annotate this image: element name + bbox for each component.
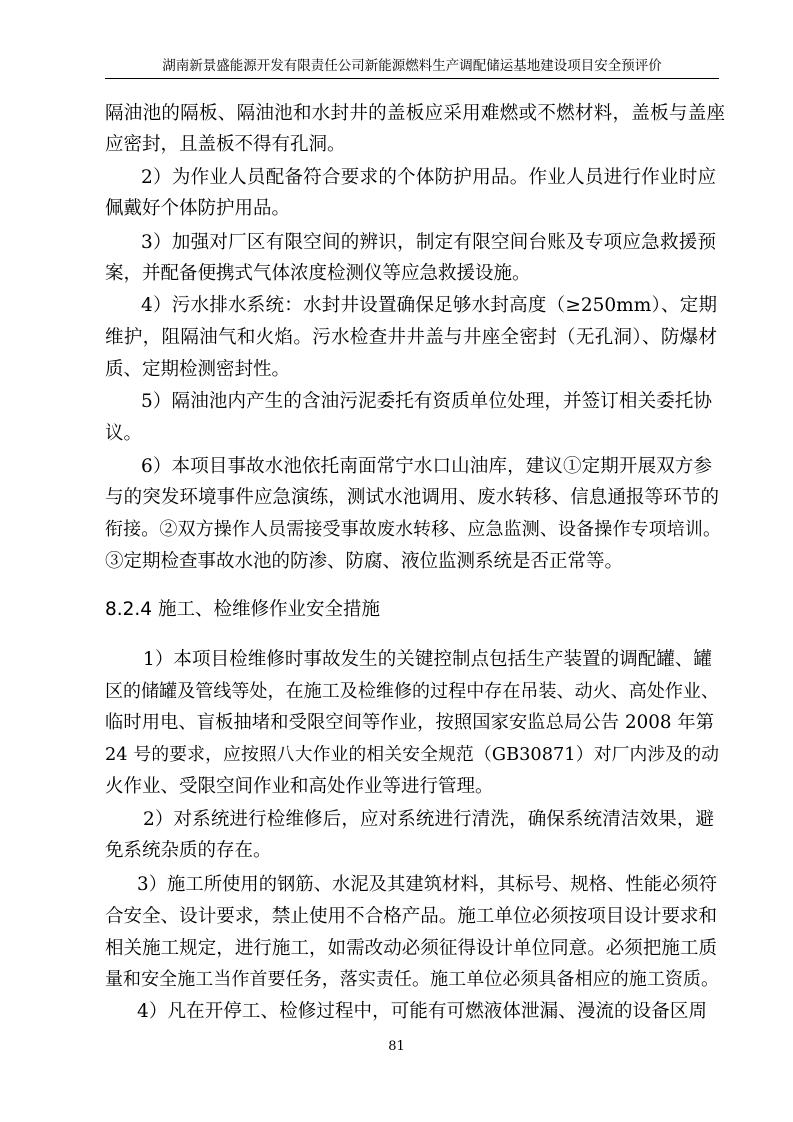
- paragraph-line: 1）本项目检维修时事故发生的关键控制点包括生产装置的调配罐、罐: [143, 649, 712, 670]
- paragraph-line: 应密封，且盖板不得有孔洞。: [105, 134, 346, 155]
- paragraph-line: 案，并配备便携式气体浓度检测仪等应急救援设施。: [105, 263, 531, 284]
- paragraph-line: 火作业、受限空间作业和高处作业等进行管理。: [105, 776, 494, 797]
- paragraph-line: ③定期检查事故水池的防渗、防腐、液位监测系统是否正常等。: [105, 551, 624, 572]
- paragraph-line: 议。: [105, 423, 143, 444]
- paragraph-line: 与的突发环境事件应急演练，测试水池调用、废水转移、信息通报等环节的: [105, 487, 719, 508]
- paragraph-line: 质、定期检测密封性。: [105, 359, 291, 380]
- paragraph-line: 3）施工所使用的钢筋、水泥及其建筑材料，其标号、规格、性能必须符: [137, 874, 717, 895]
- paragraph-line: 3）加强对厂区有限空间的辨识，制定有限空间台账及专项应急救援预: [141, 232, 716, 253]
- paragraph-line: 5）隔油池内产生的含油污泥委托有资质单位处理，并签订相关委托协: [141, 391, 712, 412]
- paragraph-line: 2）为作业人员配备符合要求的个体防护用品。作业人员进行作业时应: [141, 167, 716, 188]
- paragraph-line: 相关施工规定，进行施工，如需改动必须征得设计单位同意。必须把施工质: [105, 938, 717, 959]
- paragraph-line: 隔油池的隔板、隔油池和水封井的盖板应采用难燃或不燃材料，盖板与盖座: [105, 103, 725, 124]
- paragraph-line: 维护，阻隔油气和火焰。污水检查井井盖与井座全密封（无孔洞）、防爆材: [105, 327, 717, 348]
- paragraph-line: 区的储罐及管线等处，在施工及检维修的过程中存在吊装、动火、高处作业、: [105, 681, 719, 702]
- paragraph-line: 4）凡在开停工、检修过程中，可能有可燃液体泄漏、漫流的设备区周: [137, 1001, 707, 1022]
- header-divider: [105, 78, 719, 79]
- section-heading: 8.2.4 施工、检维修作业安全措施: [105, 599, 380, 620]
- header-title: 湖南新景盛能源开发有限责任公司新能源燃料生产调配储运基地建设项目安全预评价: [162, 58, 662, 74]
- paragraph-line: 临时用电、盲板抽堵和受限空间等作业，按照国家安监总局公告 2008 年第: [105, 712, 714, 733]
- page-number: 81: [388, 1039, 405, 1054]
- paragraph-line: 24 号的要求，应按照八大作业的相关安全规范（GB30871）对厂内涉及的动: [105, 745, 719, 765]
- paragraph-line: 佩戴好个体防护用品。: [105, 198, 291, 219]
- paragraph-line: 2）对系统进行检维修后，应对系统进行清洗，确保系统清洁效果，避: [143, 809, 714, 830]
- paragraph-line: 量和安全施工当作首要任务，落实责任。施工单位必须具备相应的施工资质。: [105, 969, 719, 990]
- paragraph-line: 6）本项目事故水池依托南面常宁水口山油库，建议①定期开展双方参: [141, 456, 712, 477]
- paragraph-line: 4）污水排水系统：水封井设置确保足够水封高度（≥250mm）、定期: [141, 295, 717, 316]
- paragraph-line: 免系统杂质的存在。: [105, 840, 272, 861]
- paragraph-line: 合安全、设计要求，禁止使用不合格产品。施工单位必须按项目设计要求和: [105, 906, 717, 927]
- paragraph-line: 衔接。②双方操作人员需接受事故废水转移、应急监测、设备操作专项培训。: [105, 519, 721, 540]
